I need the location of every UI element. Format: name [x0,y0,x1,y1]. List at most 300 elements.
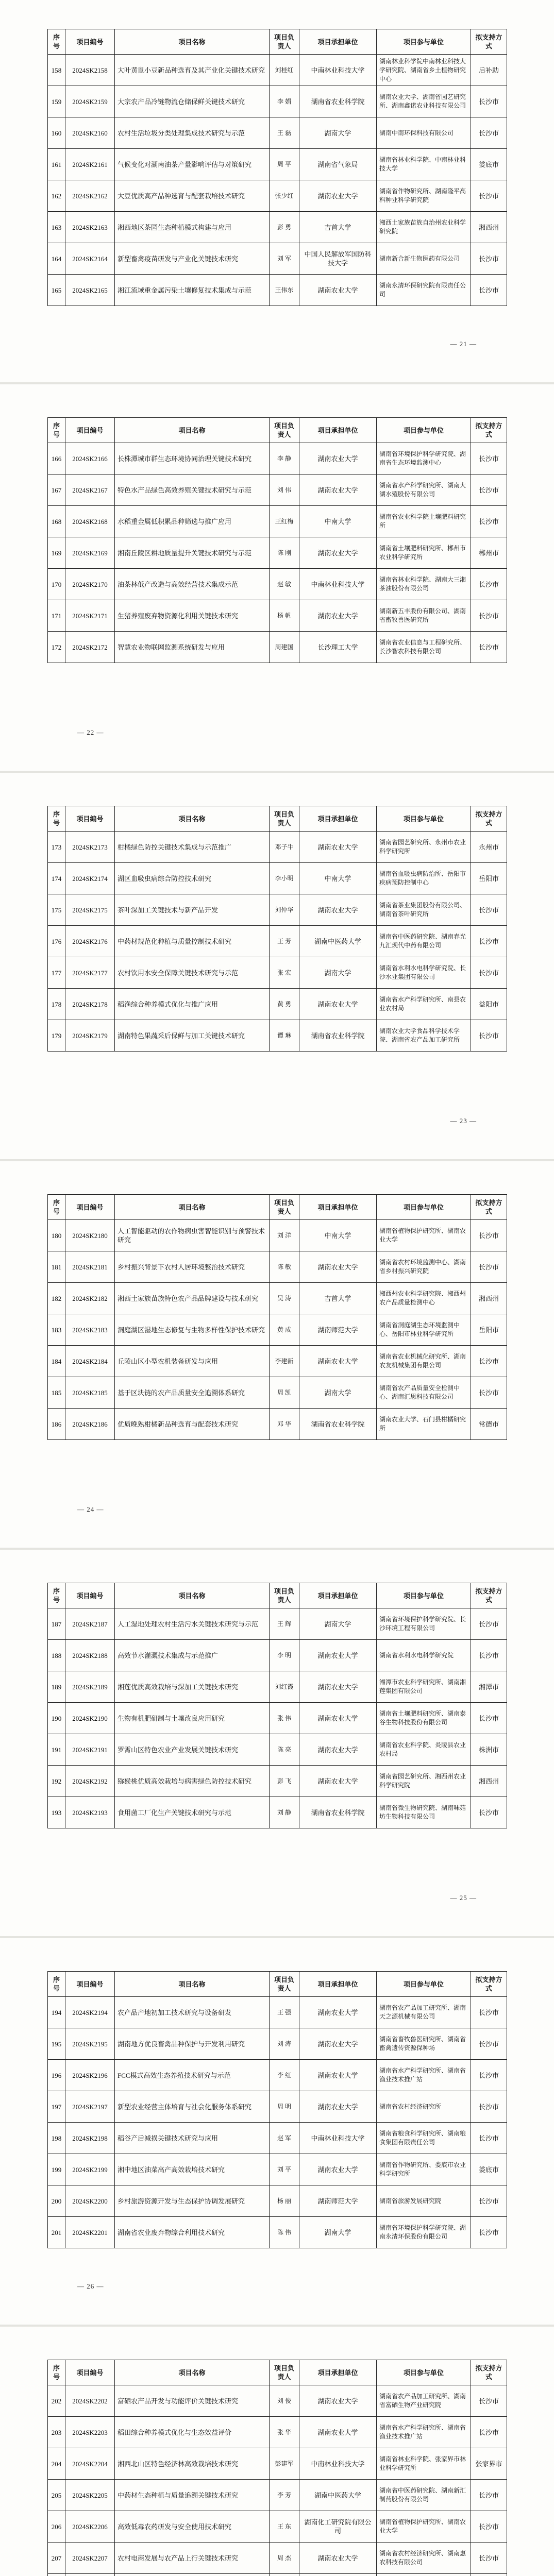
seq-cell: 162 [48,180,65,212]
code-cell: 2024SK2187 [65,1608,115,1640]
partners-cell: 湖南省水利水电科学研究院、长沙水业集团有限公司 [377,957,471,989]
lead-cell: 张 宏 [270,957,299,989]
org-cell: 湖南省气象局 [299,149,377,180]
partners-cell: 湖南林业科学院中南林业科技大学研究院、湖南省乡土植物研究中心 [377,55,471,86]
org-cell: 湖南农业大学 [299,1734,377,1766]
code-cell: 2024SK2194 [65,1997,115,2028]
page-divider [0,1548,554,1550]
name-cell: 湘西土家族苗族特色农产品品牌建设与技术研究 [115,1283,270,1314]
name-cell: 湘西地区茶园生态种植模式构建与应用 [115,212,270,243]
table-row [48,1314,507,1346]
lead-cell: 周 凯 [270,1377,299,1409]
document-page [0,1165,554,1565]
code-cell: 2024SK2177 [65,957,115,989]
document-page [0,1942,554,2342]
seq-cell: 174 [48,863,65,894]
org-cell: 中国人民解放军国防科技大学 [299,243,377,275]
lead-cell: 王 东 [270,2511,299,2543]
name-cell: 气候变化对湖南油茶产量影响评估与对策研究 [115,149,270,180]
support-cell: 长沙市 [471,1220,507,1251]
col-support-header: 拟支持方式 [471,806,507,832]
lead-cell: 吴 涛 [270,1283,299,1314]
partners-cell: 湖南省林业科学院、中南林业科技大学 [377,149,471,180]
page-number: — 21 — [450,340,477,348]
seq-cell: 165 [48,275,65,306]
col-org-header: 项目承担单位 [299,29,377,55]
name-cell: 大叶黄鼠小豆新品种选育及其产业化关键技术研究 [115,55,270,86]
seq-cell: 180 [48,1220,65,1251]
code-cell: 2024SK2190 [65,1703,115,1734]
lead-cell: 王 强 [270,1997,299,2028]
support-cell: 湘潭市 [471,1671,507,1703]
name-cell: 湖南特色果蔬采后保鲜与加工关键技术研究 [115,1020,270,1052]
table-row [48,926,507,957]
org-cell: 湖南省农业科学院 [299,1797,377,1828]
code-cell: 2024SK2168 [65,506,115,537]
table-row [48,2060,507,2091]
partners-cell: 湖南省土壤肥料研究所、湖南泰谷生物科技股份有限公司 [377,1703,471,1734]
document-page [0,777,554,1177]
partners-cell: 湖南省农产品加工研究所、湖南天之源机械有限公司 [377,1997,471,2028]
page-number: — 26 — [77,2282,104,2290]
support-cell: 长沙市 [471,2091,507,2123]
col-code-header: 项目编号 [65,2360,115,2385]
code-cell: 2024SK2180 [65,1220,115,1251]
table-row [48,243,507,275]
table-row [48,537,507,569]
org-cell: 湖南农业大学 [299,1703,377,1734]
lead-cell: 王 辉 [270,1608,299,1640]
name-cell: 罗霄山区特色农业产业发展关键技术研究 [115,1734,270,1766]
seq-cell: 197 [48,2091,65,2123]
partners-cell: 湘潭市农业科学研究所、湖南湘莲集团有限公司 [377,1671,471,1703]
org-cell: 湖南大学 [299,1377,377,1409]
code-cell: 2024SK2160 [65,117,115,149]
org-cell: 湖南农业大学 [299,537,377,569]
name-cell: 湘江流域重金属污染土壤修复技术集成与示范 [115,275,270,306]
support-cell: 长沙市 [471,180,507,212]
col-lead-header: 项目负责人 [270,806,299,832]
code-cell: 2024SK2175 [65,894,115,926]
name-cell: 生物有机肥研制与土壤改良应用研究 [115,1703,270,1734]
page-divider [0,2325,554,2327]
org-cell: 湖南农业大学 [299,1671,377,1703]
lead-cell: 刘 平 [270,2154,299,2185]
support-cell: 益阳市 [471,989,507,1020]
name-cell: 特色水产品绿色高效养殖关键技术研究与示范 [115,474,270,506]
table-row [48,632,507,663]
partners-cell: 湖南省林业科学院、湖南大三湘茶油股份有限公司 [377,569,471,600]
code-cell: 2024SK2193 [65,1797,115,1828]
org-cell: 中南大学 [299,1220,377,1251]
org-cell: 湖南农业大学 [299,1640,377,1671]
table-row [48,600,507,632]
seq-cell: 205 [48,2480,65,2511]
seq-cell: 179 [48,1020,65,1052]
lead-cell: 彭 勇 [270,212,299,243]
code-cell: 2024SK2188 [65,1640,115,1671]
support-cell: 长沙市 [471,2385,507,2417]
support-cell: 长沙市 [471,243,507,275]
name-cell: 高效节水灌溉技术集成与示范推广 [115,1640,270,1671]
lead-cell: 李建新 [270,1346,299,1377]
seq-cell: 167 [48,474,65,506]
seq-cell [48,2574,65,2576]
partners-cell: 湖南农业大学食品科学技术学院、湖南省农产品加工研究所 [377,1020,471,1052]
org-cell: 湖南农业大学 [299,832,377,863]
project-table [47,2360,507,2576]
support-cell: 长沙市 [471,2217,507,2248]
support-cell: 长沙市 [471,275,507,306]
partners-cell: 湖南省中医药研究院、湖南春光九汇现代中药有限公司 [377,926,471,957]
table-row [48,1608,507,1640]
document-page [0,388,554,788]
lead-cell: 邓子牛 [270,832,299,863]
lead-cell: 谭 琳 [270,1020,299,1052]
col-support-header: 拟支持方式 [471,1972,507,1997]
name-cell: 农产品产地初加工技术研究与设备研发 [115,1997,270,2028]
page-number: — 23 — [450,1117,477,1125]
col-partners-header: 项目参与单位 [377,806,471,832]
name-cell: 湖南省农业废弃物综合利用技术研究 [115,2217,270,2248]
name-cell: 中药材生态种植与质量追溯关键技术研究 [115,2480,270,2511]
table-header-row [48,1195,507,1220]
name-cell: 生猪养殖废弃物资源化利用关键技术研究 [115,600,270,632]
seq-cell: 177 [48,957,65,989]
support-cell: 长沙市 [471,1020,507,1052]
support-cell [471,2574,507,2576]
seq-cell: 204 [48,2448,65,2480]
support-cell: 长沙市 [471,2543,507,2574]
org-cell: 湖南农业大学 [299,2385,377,2417]
support-cell: 长沙市 [471,632,507,663]
support-cell: 长沙市 [471,117,507,149]
table-row [48,894,507,926]
partners-cell: 湖南省农产品加工研究所、湖南省富硒生物产业研究院 [377,2385,471,2417]
org-cell: 中南林业科技大学 [299,55,377,86]
seq-cell: 166 [48,443,65,474]
partners-cell: 湖南省中医药研究院、湖南新汇制药股份有限公司 [377,2480,471,2511]
seq-cell: 183 [48,1314,65,1346]
table-row [48,506,507,537]
seq-cell: 203 [48,2417,65,2448]
partners-cell: 湖南永清环保研究院有限责任公司 [377,275,471,306]
table-header-row [48,418,507,443]
seq-cell: 192 [48,1766,65,1797]
seq-cell: 186 [48,1409,65,1440]
support-cell: 后补助 [471,55,507,86]
seq-cell: 158 [48,55,65,86]
seq-cell: 182 [48,1283,65,1314]
org-cell: 湖南中医药大学 [299,926,377,957]
code-cell: 2024SK2196 [65,2060,115,2091]
lead-cell: 赵 敏 [270,569,299,600]
lead-cell: 彭建军 [270,2448,299,2480]
col-name-header: 项目名称 [115,2360,270,2385]
org-cell: 湖南农业大学 [299,2028,377,2060]
lead-cell: 陈 伟 [270,2217,299,2248]
code-cell: 2024SK2183 [65,1314,115,1346]
org-cell: 中南林业科技大学 [299,2448,377,2480]
code-cell: 2024SK2181 [65,1251,115,1283]
col-support-header: 拟支持方式 [471,418,507,443]
lead-cell: 周 明 [270,2091,299,2123]
table-row [48,2091,507,2123]
lead-cell: 刘 洋 [270,1220,299,1251]
lead-cell: 李 明 [270,1640,299,1671]
support-cell: 娄底市 [471,149,507,180]
table-row [48,117,507,149]
name-cell: 丘陵山区小型农机装备研发与应用 [115,1346,270,1377]
project-table [47,1194,507,1440]
support-cell: 长沙市 [471,957,507,989]
name-cell: 新型畜禽疫苗研发与产业化关键技术研究 [115,243,270,275]
code-cell: 2024SK2202 [65,2385,115,2417]
col-org-header: 项目承担单位 [299,806,377,832]
org-cell: 湖南大学 [299,957,377,989]
col-support-header: 拟支持方式 [471,29,507,55]
org-cell: 湖南农业大学 [299,2417,377,2448]
table-row [48,2574,507,2576]
col-support-header: 拟支持方式 [471,1583,507,1608]
name-cell: 优质晚熟柑橘新品种选育与配套技术研究 [115,1409,270,1440]
org-cell: 湖南农业大学 [299,1251,377,1283]
table-row [48,2448,507,2480]
table-row [48,863,507,894]
code-cell: 2024SK2204 [65,2448,115,2480]
lead-cell: 周建国 [270,632,299,663]
table-row [48,2217,507,2248]
support-cell: 长沙市 [471,1251,507,1283]
document-page [0,2331,554,2576]
org-cell: 湖南农业大学 [299,2060,377,2091]
code-cell: 2024SK2158 [65,55,115,86]
code-cell: 2024SK2171 [65,600,115,632]
name-cell: 基于区块链的农产品质量安全追溯体系研究 [115,1377,270,1409]
org-cell: 中南大学 [299,863,377,894]
table-row [48,989,507,1020]
seq-cell: 164 [48,243,65,275]
code-cell: 2024SK2165 [65,275,115,306]
org-cell: 湖南农业大学 [299,989,377,1020]
seq-cell: 172 [48,632,65,663]
col-name-header: 项目名称 [115,1972,270,1997]
lead-cell: 陈 敏 [270,1251,299,1283]
page-divider [0,771,554,773]
support-cell: 张家界市 [471,2448,507,2480]
org-cell: 湖南省农业科学院 [299,86,377,117]
document-page [0,1554,554,1954]
support-cell: 长沙市 [471,1608,507,1640]
name-cell: 新型农业经营主体培育与社会化服务体系研究 [115,2091,270,2123]
page-divider [0,382,554,384]
code-cell: 2024SK2198 [65,2123,115,2154]
lead-cell: 王伟东 [270,275,299,306]
name-cell: 稻谷产后减损关键技术研究与应用 [115,2123,270,2154]
code-cell: 2024SK2197 [65,2091,115,2123]
seq-cell: 163 [48,212,65,243]
code-cell: 2024SK2182 [65,1283,115,1314]
name-cell: 湖南地方优良畜禽品种保护与开发利用研究 [115,2028,270,2060]
partners-cell: 湖南省农产品质量安全检测中心、湖南汇思科技有限公司 [377,1377,471,1409]
col-org-header: 项目承担单位 [299,1195,377,1220]
support-cell: 长沙市 [471,2511,507,2543]
code-cell: 2024SK2200 [65,2185,115,2217]
seq-cell: 173 [48,832,65,863]
seq-cell: 191 [48,1734,65,1766]
lead-cell: 张 伟 [270,1703,299,1734]
lead-cell: 张少红 [270,180,299,212]
table-header-row [48,806,507,832]
partners-cell: 湖南省农村经济研究所 [377,2091,471,2123]
page-number: — 22 — [77,728,104,736]
support-cell: 长沙市 [471,569,507,600]
lead-cell: 杨 丽 [270,2185,299,2217]
name-cell: 柑橘绿色防控关键技术集成与示范推广 [115,832,270,863]
lead-cell: 赵 军 [270,2123,299,2154]
page-divider [0,1936,554,1938]
table-row [48,275,507,306]
col-partners-header: 项目参与单位 [377,418,471,443]
partners-cell: 湖南省水产科学研究所、南县农业农村局 [377,989,471,1020]
partners-cell: 湖南省农业科学院、炎陵县农业农村局 [377,1734,471,1766]
name-cell: 大宗农产品冷链物流仓储保鲜关键技术研究 [115,86,270,117]
support-cell: 湘西州 [471,1283,507,1314]
code-cell: 2024SK2195 [65,2028,115,2060]
org-cell: 湖南农业大学 [299,1997,377,2028]
seq-cell: 171 [48,600,65,632]
table-row [48,443,507,474]
col-lead-header: 项目负责人 [270,1972,299,1997]
table-row [48,2154,507,2185]
seq-cell: 160 [48,117,65,149]
name-cell: 湖区血吸虫病综合防控技术研究 [115,863,270,894]
table-row [48,1251,507,1283]
table-row [48,2123,507,2154]
support-cell: 长沙市 [471,2417,507,2448]
col-name-header: 项目名称 [115,29,270,55]
code-cell: 2024SK2201 [65,2217,115,2248]
table-row [48,1377,507,1409]
partners-cell: 湘西州农业科学研究院、湘西州农产品质量检测中心 [377,1283,471,1314]
table-header-row [48,29,507,55]
org-cell: 湖南农业大学 [299,2091,377,2123]
seq-cell: 200 [48,2185,65,2217]
code-cell: 2024SK2163 [65,212,115,243]
code-cell: 2024SK2203 [65,2417,115,2448]
table-header-row [48,2360,507,2385]
lead-cell: 李 静 [270,443,299,474]
col-lead-header: 项目负责人 [270,2360,299,2385]
org-cell: 湖南农业大学 [299,474,377,506]
org-cell: 湖南大学 [299,1608,377,1640]
partners-cell: 湖南省植物保护研究所、湖南农业大学 [377,1220,471,1251]
col-lead-header: 项目负责人 [270,1583,299,1608]
lead-cell: 刘 军 [270,243,299,275]
support-cell: 岳阳市 [471,1314,507,1346]
col-partners-header: 项目参与单位 [377,1972,471,1997]
table-row [48,832,507,863]
partners-cell: 湖南省洞庭湖生态环境监测中心、岳阳市林业科学研究所 [377,1314,471,1346]
partners-cell [377,2574,471,2576]
support-cell: 长沙市 [471,1703,507,1734]
seq-cell: 168 [48,506,65,537]
org-cell: 湖南省农业科学院 [299,1020,377,1052]
seq-cell: 199 [48,2154,65,2185]
col-seq-header: 序号 [48,1195,65,1220]
code-cell: 2024SK2192 [65,1766,115,1797]
org-cell: 湖南农业大学 [299,443,377,474]
lead-cell: 黄 勇 [270,989,299,1020]
lead-cell: 王 芳 [270,926,299,957]
partners-cell: 湖南中南环保科技有限公司 [377,117,471,149]
code-cell: 2024SK2205 [65,2480,115,2511]
table-row [48,55,507,86]
lead-cell: 刘 静 [270,1797,299,1828]
col-seq-header: 序号 [48,29,65,55]
table-row [48,180,507,212]
col-code-header: 项目编号 [65,1972,115,1997]
table-row [48,1220,507,1251]
table-row [48,2028,507,2060]
support-cell: 长沙市 [471,1997,507,2028]
seq-cell: 196 [48,2060,65,2091]
table-row [48,2511,507,2543]
seq-cell: 169 [48,537,65,569]
table-row [48,86,507,117]
table-row [48,149,507,180]
seq-cell: 176 [48,926,65,957]
support-cell: 长沙市 [471,1377,507,1409]
code-cell: 2024SK2185 [65,1377,115,1409]
org-cell: 湖南农业大学 [299,2543,377,2574]
support-cell: 常德市 [471,1409,507,1440]
col-code-header: 项目编号 [65,418,115,443]
code-cell: 2024SK2170 [65,569,115,600]
partners-cell: 湖南省植物保护研究所、湖南农业大学 [377,2511,471,2543]
support-cell: 长沙市 [471,2060,507,2091]
table-row [48,1997,507,2028]
partners-cell: 湘西土家族苗族自治州农业科学研究院 [377,212,471,243]
table-row [48,2543,507,2574]
partners-cell: 湖南省环境保护科学研究院、湖南永清环保股份有限公司 [377,2217,471,2248]
lead-cell: 李 红 [270,2060,299,2091]
code-cell: 2024SK2167 [65,474,115,506]
col-partners-header: 项目参与单位 [377,29,471,55]
col-name-header: 项目名称 [115,806,270,832]
seq-cell: 170 [48,569,65,600]
partners-cell: 湖南省农业信息与工程研究所、长沙智农科技有限公司 [377,632,471,663]
lead-cell: 邓 华 [270,1409,299,1440]
lead-cell: 张 华 [270,2417,299,2448]
support-cell: 长沙市 [471,1640,507,1671]
partners-cell: 湖南新五丰股份有限公司、湖南省畜牧兽医研究所 [377,600,471,632]
seq-cell: 194 [48,1997,65,2028]
partners-cell: 湖南省林业科学院、张家界市林业科学研究所 [377,2448,471,2480]
org-cell: 吉首大学 [299,1283,377,1314]
col-org-header: 项目承担单位 [299,1583,377,1608]
name-cell: 洞庭湖区湿地生态修复与生物多样性保护技术研究 [115,1314,270,1346]
name-cell: FCC模式高效生态养殖技术研究与示范 [115,2060,270,2091]
partners-cell: 湖南省作物研究所、湖南隆平高科种业科学研究院 [377,180,471,212]
code-cell: 2024SK2164 [65,243,115,275]
support-cell: 长沙市 [471,506,507,537]
seq-cell: 175 [48,894,65,926]
table-row [48,1703,507,1734]
project-table [47,29,507,306]
org-cell: 中南林业科技大学 [299,569,377,600]
name-cell: 人工智能驱动的农作物病虫害智能识别与预警技术研究 [115,1220,270,1251]
